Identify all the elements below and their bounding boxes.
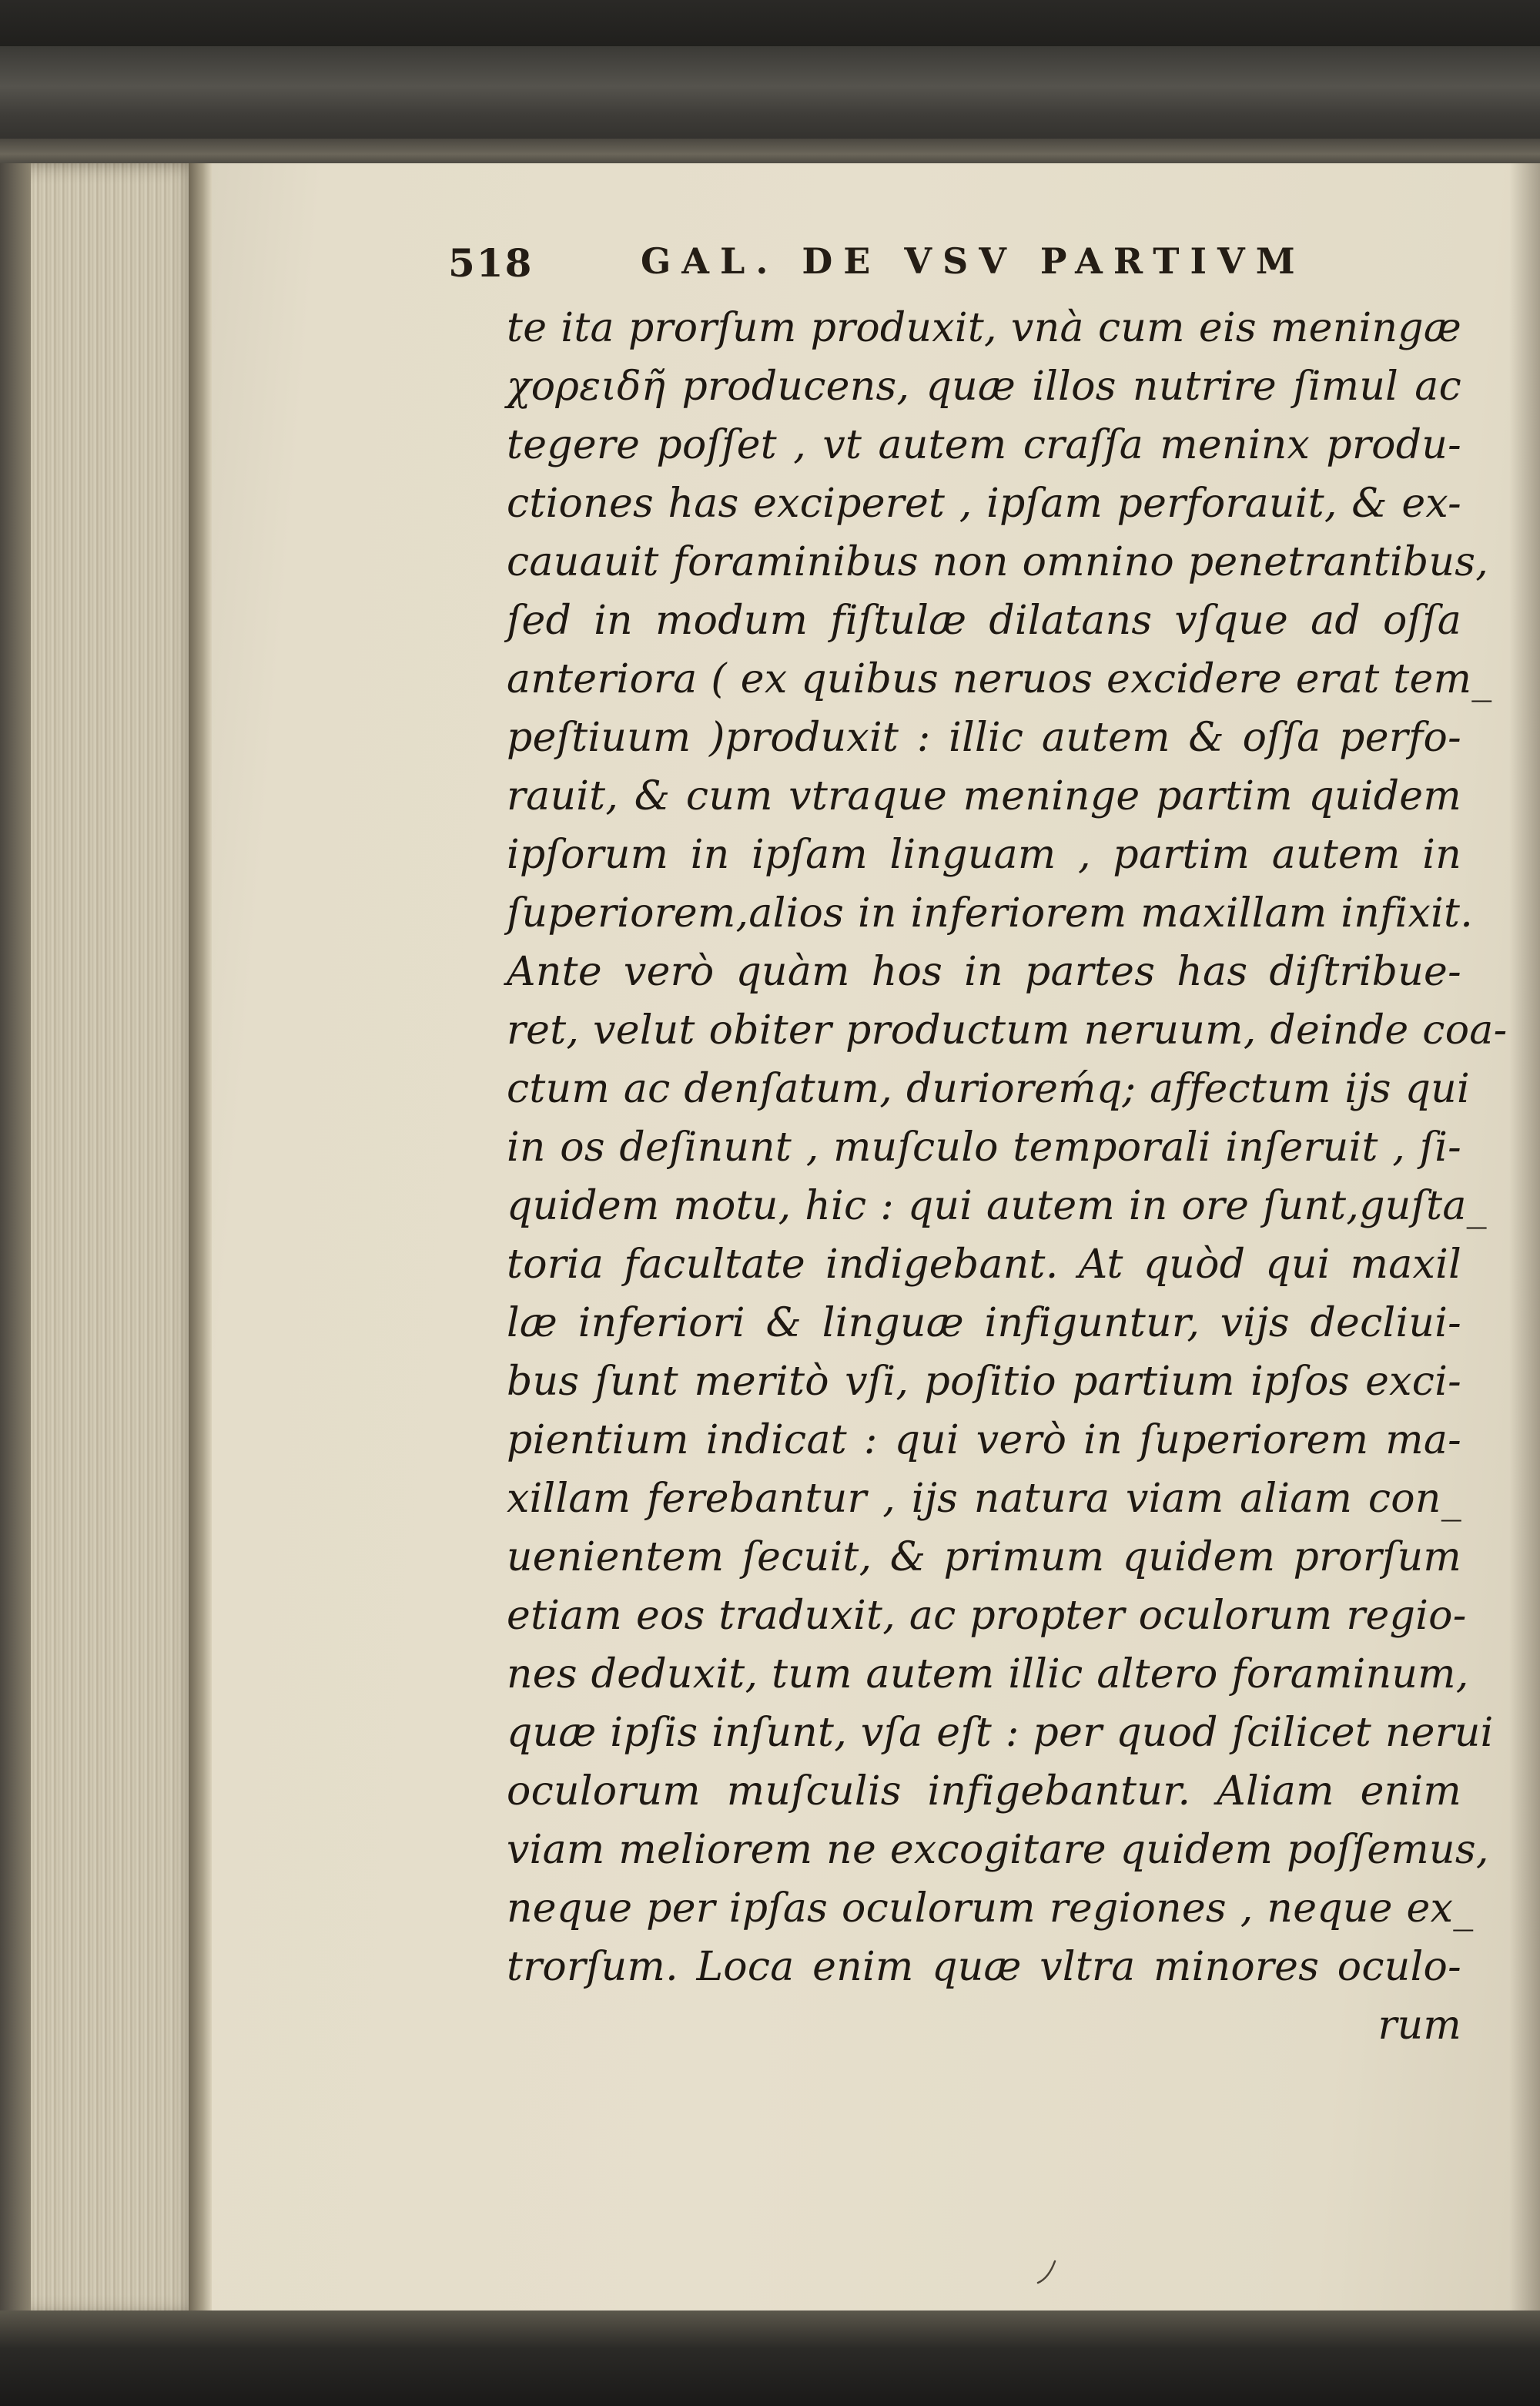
text-line: nes deduxit, tum autem illic altero foraminum, <box>507 1651 1469 1697</box>
text-line: peſtiuum )produxit : illic autem & oſſa perfo- <box>507 715 1461 761</box>
text-line: neque per ipſas oculorum regiones , neque ex_ <box>507 1885 1474 1932</box>
text-line: ret, velut obiter productum neruum, deinde coa- <box>507 1007 1508 1054</box>
text-line: uenientem ſecuit, & primum quidem prorſum <box>507 1534 1461 1580</box>
text-line: Ante verò quàm hos in partes has diſtribue- <box>507 949 1461 995</box>
text-line: rauit, & cum vtraque meninge partim quidem <box>507 773 1461 819</box>
text-line: χορειδῆ producens, quæ illos nutrire ſimul ac <box>507 364 1461 410</box>
page-number: 518 <box>448 240 534 286</box>
catchword: rum <box>1378 2002 1461 2049</box>
text-line: ſed in modum fiſtulæ dilatans vſque ad oſſa <box>507 598 1461 644</box>
text-line: tegere poſſet , vt autem craſſa meninx produ- <box>507 422 1461 468</box>
body-text <box>507 299 1508 2055</box>
text-line: viam meliorem ne excogitare quidem poſſemus, <box>507 1827 1489 1873</box>
text-line: ſuperiorem,alios in inferiorem maxillam infixit. <box>507 890 1474 937</box>
text-line: te ita prorſum produxit, vnà cum eis meningæ <box>507 305 1461 351</box>
text-line: læ inferiori & linguæ infiguntur, vijs decliui- <box>507 1300 1461 1346</box>
text-line: oculorum muſculis infigebantur. Aliam enim <box>507 1768 1461 1815</box>
binding-bottom <box>0 2310 1540 2406</box>
text-line: quidem motu, hic : qui autem in ore ſunt,guſta_ <box>507 1183 1487 1229</box>
text-line: pientium indicat : qui verò in ſuperiorem ma- <box>507 1417 1461 1463</box>
text-line: ctum ac denſatum, durioreḿq; affectum ijs qui <box>507 1066 1470 1112</box>
text-line: in os deſinunt , muſculo temporali inſeruit , ſi- <box>507 1124 1461 1171</box>
text-line: quæ ipſis inſunt, vſa eſt : per quod ſcilicet nerui <box>507 1710 1494 1756</box>
text-line: ctiones has exciperet , ipſam perforauit, & ex- <box>507 481 1461 527</box>
text-line: bus ſunt meritò vſi, poſitio partium ipſos exci- <box>507 1359 1461 1405</box>
text-line: anteriora ( ex quibus neruos excidere erat tem_ <box>507 656 1492 702</box>
text-line: cauauit foraminibus non omnino penetrantibus, <box>507 539 1489 585</box>
text-line: etiam eos traduxit, ac propter oculorum regio- <box>507 1593 1467 1639</box>
page-edge-shadow <box>1509 163 1540 2316</box>
text-line: xillam ferebantur , ijs natura viam aliam con_ <box>507 1476 1461 1522</box>
text-line: ipſorum in ipſam linguam , partim autem in <box>507 832 1461 878</box>
running-title: GAL. DE VSV PARTIVM <box>641 240 1306 282</box>
text-line: trorſum. Loca enim quæ vltra minores oculo- <box>507 1944 1461 1990</box>
page-stack-shadow <box>0 163 31 2316</box>
page-gutter <box>189 163 212 2316</box>
running-head <box>448 240 1449 294</box>
text-line: toria facultate indigebant. At quòd qui maxil <box>507 1242 1461 1288</box>
pencil-mark-icon <box>1032 2257 1063 2287</box>
